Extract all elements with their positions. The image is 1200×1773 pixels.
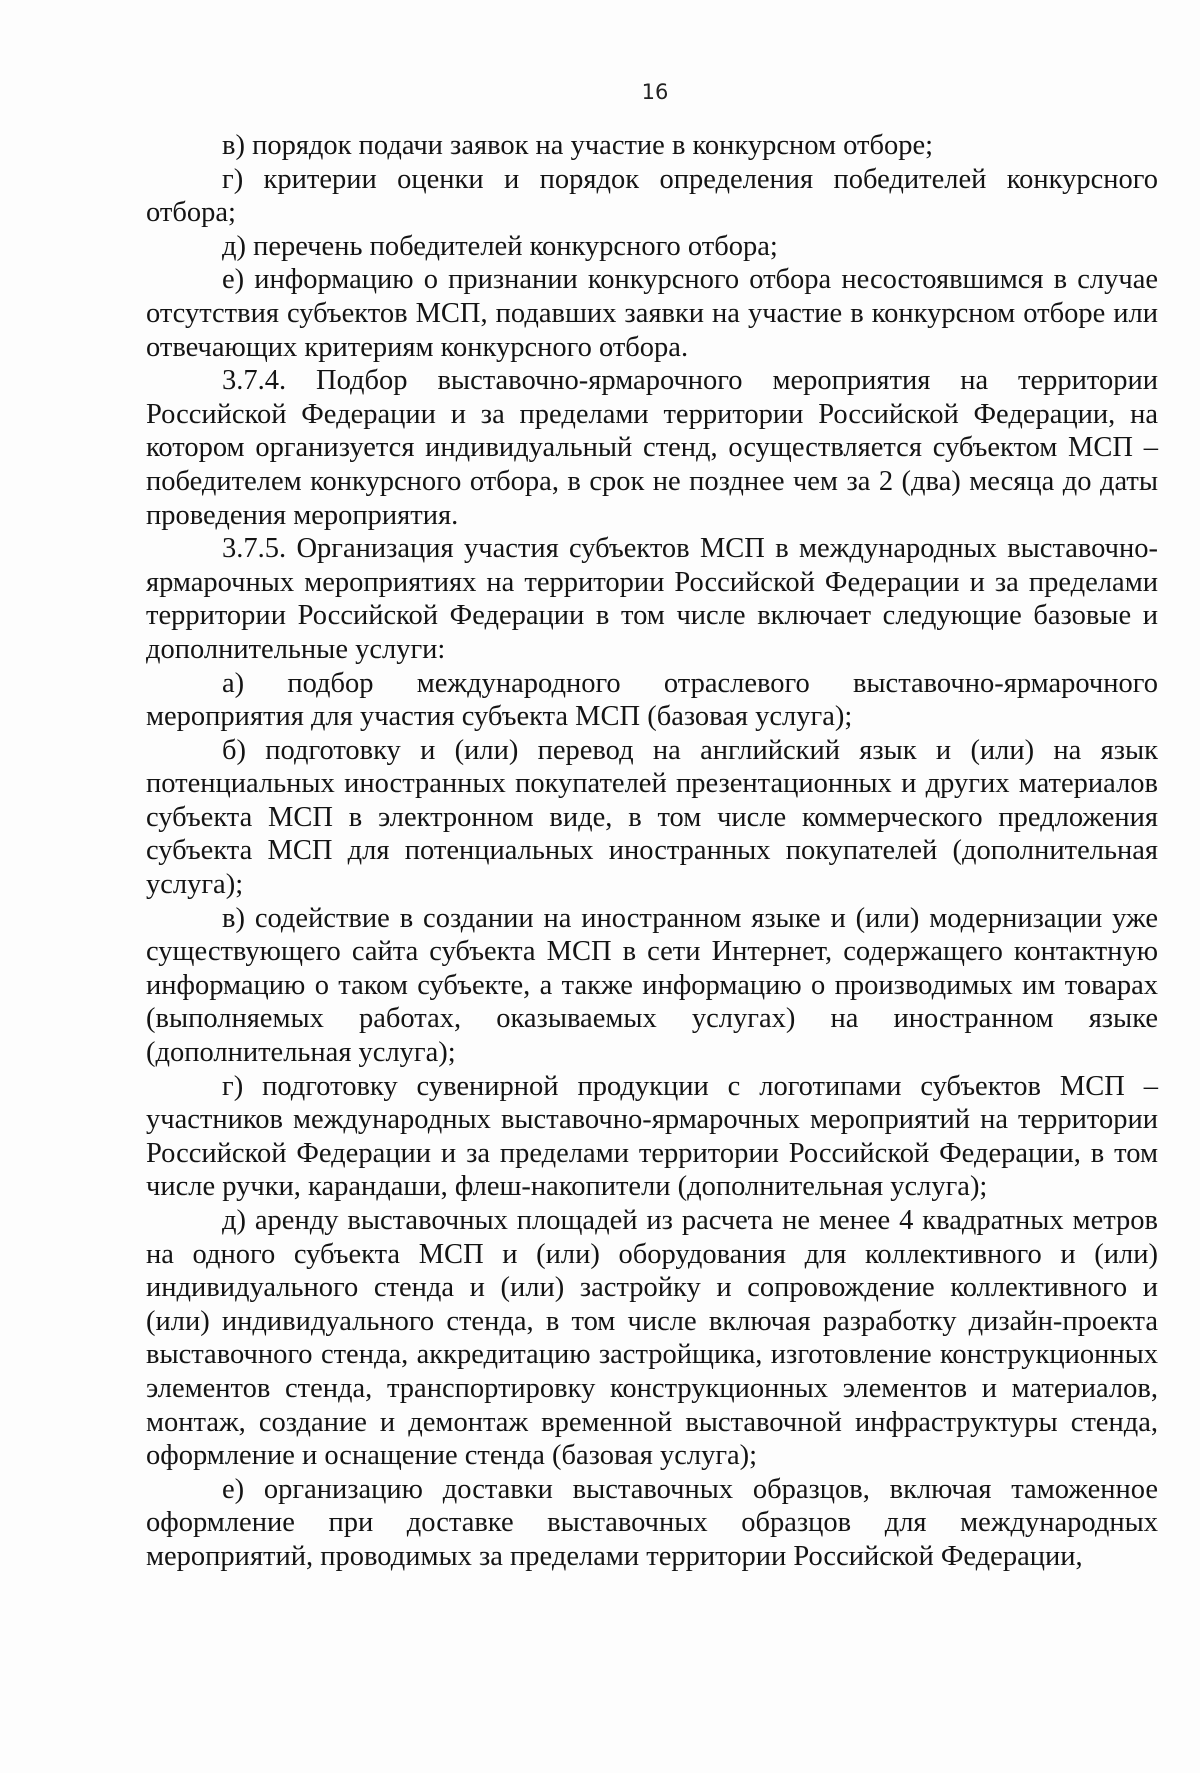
page-number: 16 <box>641 80 669 104</box>
paragraph-3-7-5: 3.7.5. Организация участия субъектов МСП в международных выставочно-ярмарочных мероприятиях на территории Российской Федерации и за пределами территории Российской Федерации в том числе включает следующие базовые и дополнительные услуги: <box>146 533 1158 665</box>
paragraph-item-g-evaluation-criteria: г) критерии оценки и порядок определения победителей конкурсного отбора; <box>146 163 1158 229</box>
paragraph-item-d-exhibition-space: д) аренду выставочных площадей из расчета не менее 4 квадратных метров на одного субъекта МСП и (или) оборудования для коллективного и (или) индивидуального стенда и (или) застройку и сопровождение коллективного и (или) индивидуального стенда, в том числе включая разработку дизайн-проекта выставочного стенда, аккредитацию застройщика, изготовление конструкционных элементов стенда, транспортировку конструкционных элементов и материалов, монтаж, создание и демонтаж временной выставочной инфраструктуры стенда, оформление и оснащение стенда (базовая услуга); <box>146 1205 1158 1472</box>
paragraph-item-g-souvenirs: г) подготовку сувенирной продукции с логотипами субъектов МСП – участников международных выставочно-ярмарочных мероприятий на территории Российской Федерации и за пределами территории Российской Федерации, в том числе ручки, карандаши, флеш-накопители (дополнительная услуга); <box>146 1070 1158 1203</box>
paragraph-item-b-translation: б) подготовку и (или) перевод на английский язык и (или) на язык потенциальных иностранных покупателей презентационных и других материалов субъекта МСП в электронном виде, в том числе коммерческого предложения субъекта МСП для потенциальных иностранных покупателей (дополнительная услуга); <box>146 734 1158 901</box>
paragraph-item-e-failed-selection: е) информацию о признании конкурсного отбора несостоявшимся в случае отсутствия субъектов МСП, подавших заявки на участие в конкурсном отборе или отвечающих критериям конкурсного отбора. <box>146 264 1158 363</box>
paragraph-3-7-4: 3.7.4. Подбор выставочно-ярмарочного мероприятия на территории Российской Федерации и за пределами территории Российской Федерации, на котором организуется индивидуальный стенд, осуществляется субъектом МСП – победителем конкурсного отбора, в срок не позднее чем за 2 (два) месяца до даты проведения мероприятия. <box>146 365 1158 531</box>
paragraph-item-e-delivery: е) организацию доставки выставочных образцов, включая таможенное оформление при доставке выставочных образцов для международных мероприятий, проводимых за пределами территории Российской Федерации, <box>146 1473 1158 1572</box>
paragraph-item-a-event-selection: а) подбор международного отраслевого выставочно-ярмарочного мероприятия для участия субъекта МСП (базовая услуга); <box>146 667 1158 733</box>
paragraph-item-d-winners-list: д) перечень победителей конкурсного отбора; <box>222 230 778 262</box>
document-body <box>146 129 1158 1574</box>
paragraph-item-v-website: в) содействие в создании на иностранном языке и (или) модернизации уже существующего сайта субъекта МСП в сети Интернет, содержащего контактную информацию о таком субъекте, а также информацию о производимых им товарах (выполняемых работах, оказываемых услугах) на иностранном языке (дополнительная услуга); <box>146 902 1158 1069</box>
paragraph-item-v-application-order: в) порядок подачи заявок на участие в конкурсном отборе; <box>222 130 934 161</box>
